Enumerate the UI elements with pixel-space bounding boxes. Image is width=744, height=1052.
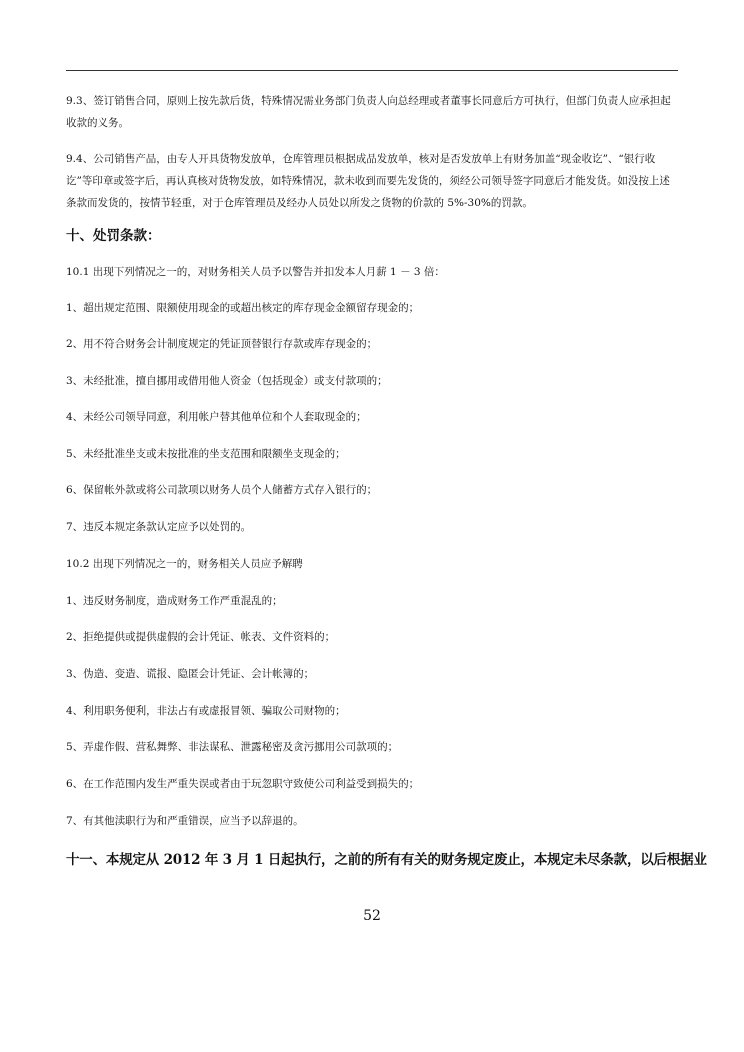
section-11-heading: 十一、本规定从 2012 年 3 月 1 日起执行，之前的所有有关的财务规定废止，本规定未尽条款，以后根据业 (66, 852, 707, 868)
page-number: 52 (363, 908, 381, 924)
list-item: 3、伪造、变造、谎报、隐匿会计凭证、会计帐簿的； (66, 668, 315, 680)
section-10-heading: 十、处罚条款： (66, 228, 161, 244)
clause-9-3: 9.3、签订销售合同，原则上按先款后货，特殊情况需业务部门负责人向总经理或者董事长同意后方可执行，但部门负责人应承担起收款的义务。 (66, 95, 671, 129)
list-item: 3、未经批准，擅自挪用或借用他人资金（包括现金）或支付款项的； (66, 375, 388, 387)
clause-10-1-intro: 10.1 出现下列情况之一的，对财务相关人员予以警告并扣发本人月薪 1 － 3 倍： (66, 266, 445, 278)
list-item: 5、未经批准坐支或未按批准的坐支范围和限额坐支现金的； (66, 448, 346, 460)
list-item: 7、违反本规定条款认定应予以处罚的。 (66, 521, 252, 533)
list-item: 2、拒绝提供或提供虚假的会计凭证、帐表、文件资料的； (66, 631, 336, 643)
clause-10-2-intro: 10.2 出现下列情况之一的，财务相关人员应予解聘 (66, 558, 303, 570)
list-item: 6、在工作范围内发生严重失误或者由于玩忽职守致使公司利益受到损失的； (66, 778, 420, 790)
list-item: 4、利用职务便利，非法占有或虚报冒领、骗取公司财物的； (66, 705, 346, 717)
clause-9-4: 9.4、公司销售产品，由专人开具货物发放单，仓库管理员根据成品发放单，核对是否发放单上有财务加盖“现金收讫”、“银行收讫”等印章或签字后，再认真核对货物发放，如特殊情况，款未收到而要先发货的，须经公司领导签字同意后才能发货。如没按上述条款而发货的，按情节轻重，对于仓库管理员及经办人员处以所发之货物的价款的 5%-30%的罚款。 (66, 153, 670, 209)
list-item: 2、用不符合财务会计制度规定的凭证顶替银行存款或库存现金的； (66, 338, 378, 350)
list-item: 1、超出规定范围、限额使用现金的或超出核定的库存现金金额留存现金的； (66, 302, 420, 314)
list-item: 6、保留帐外款或将公司款项以财务人员个人储蓄方式存入银行的； (66, 484, 378, 496)
list-item: 5、弄虚作假、营私舞弊、非法谋私、泄露秘密及贪污挪用公司款项的； (66, 741, 399, 753)
list-item: 4、未经公司领导同意，利用帐户替其他单位和个人套取现金的； (66, 411, 367, 423)
header-rule (66, 70, 678, 71)
list-item: 7、有其他渎职行为和严重错误，应当予以辞退的。 (66, 815, 304, 827)
list-item: 1、违反财务制度，造成财务工作严重混乱的； (66, 595, 283, 607)
